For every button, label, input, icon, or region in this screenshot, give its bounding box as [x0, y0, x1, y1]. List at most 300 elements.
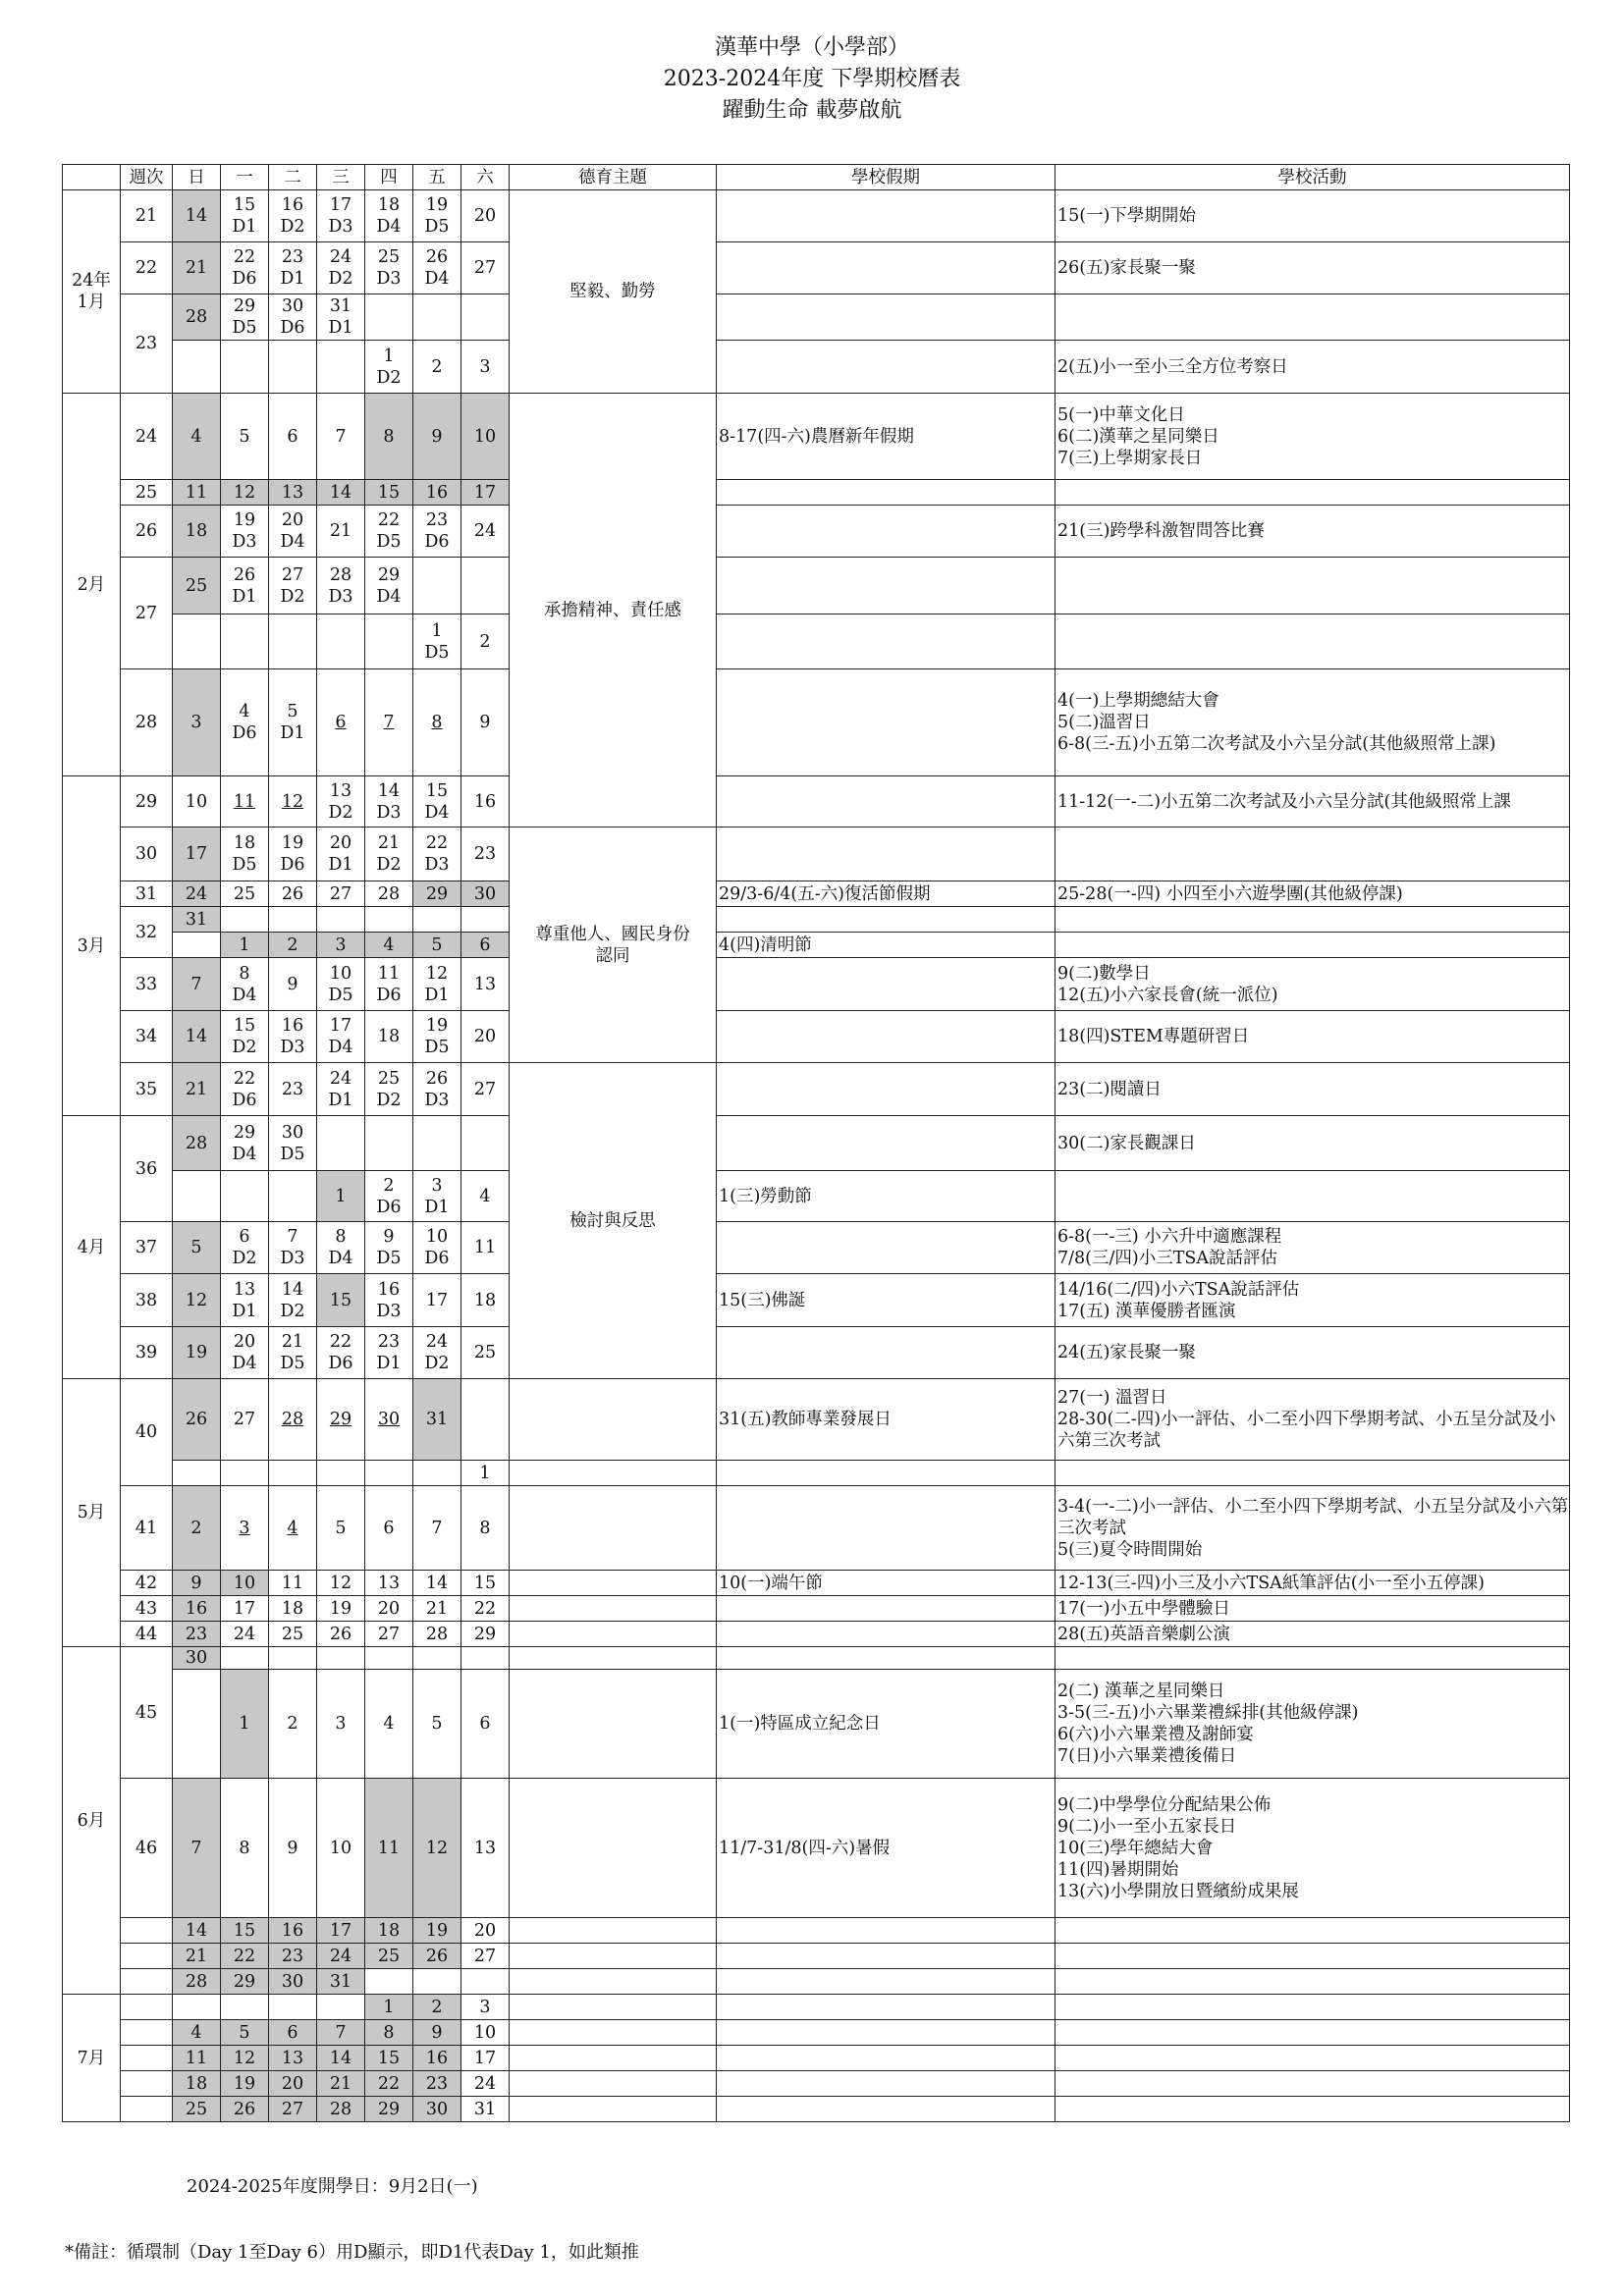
- day-cell: [365, 958, 413, 1011]
- day-number: 11: [377, 1838, 401, 1858]
- cycle-day: D5: [376, 532, 402, 552]
- day-cell: [221, 1222, 269, 1274]
- week-number: [121, 1918, 173, 1944]
- day-cell: [461, 480, 510, 506]
- day-cell: [221, 881, 269, 907]
- day-number: 30: [377, 1410, 401, 1429]
- day-cell: [365, 190, 413, 242]
- day-cell: [365, 394, 413, 480]
- day-cell: [221, 558, 269, 614]
- day-cell: [365, 828, 413, 881]
- day-cell: [221, 1171, 269, 1222]
- week-number: 38: [121, 1274, 173, 1327]
- day-cell: [461, 907, 510, 933]
- day-cell: [269, 1647, 317, 1670]
- moral-theme: [510, 2071, 717, 2097]
- day-number: 20: [281, 2073, 304, 2094]
- day-cell: [173, 1011, 221, 1063]
- day-number: 23: [185, 1624, 208, 1644]
- day-number: 17: [473, 482, 497, 503]
- school-holiday: [717, 341, 1056, 394]
- school-activity: 9(二)中學學位分配結果公佈 9(二)小一至小五家長日 10(三)學年總結大會 11(四)暑期開始 13(六)小學開放日暨繽紛成果展: [1056, 1779, 1570, 1918]
- day-cell: [269, 614, 317, 669]
- day-cell: [317, 828, 365, 881]
- day-number: 28: [185, 1133, 208, 1153]
- calendar-week-row: [63, 907, 1570, 933]
- day-cell: [413, 190, 461, 242]
- column-header: 日: [173, 165, 221, 190]
- day-number: 11: [377, 963, 401, 984]
- day-number: 25: [473, 1343, 497, 1362]
- day-number: 17: [425, 1290, 449, 1310]
- week-number: 32: [121, 907, 173, 958]
- day-number: 25: [281, 1624, 304, 1644]
- school-holiday: [717, 1622, 1056, 1647]
- day-cell: [461, 394, 510, 480]
- week-number: 31: [121, 881, 173, 907]
- day-number: 15: [473, 1573, 497, 1593]
- day-cell: [317, 907, 365, 933]
- day-cell: [413, 1596, 461, 1622]
- day-number: 5: [239, 2022, 250, 2043]
- day-cell: [221, 776, 269, 828]
- day-cell: [413, 1274, 461, 1327]
- day-cell: [461, 1670, 510, 1779]
- school-holiday: [717, 907, 1056, 933]
- day-cell: [461, 1171, 510, 1222]
- cycle-day: D1: [232, 1301, 257, 1321]
- cycle-day: D6: [280, 855, 305, 875]
- cycle-day: D3: [424, 1090, 450, 1110]
- day-cell: [365, 881, 413, 907]
- calendar-week-row: [63, 1222, 1570, 1274]
- cycle-day: D6: [232, 269, 257, 289]
- moral-theme: [510, 1918, 717, 1944]
- week-number: 43: [121, 1596, 173, 1622]
- day-number: 6: [287, 426, 298, 447]
- day-cell: [173, 1944, 221, 1969]
- day-number: 23: [281, 1079, 304, 1099]
- cycle-day: D6: [424, 1249, 450, 1268]
- calendar-week-row: [63, 1596, 1570, 1622]
- day-number: 17: [185, 844, 208, 864]
- day-number: 19: [281, 833, 304, 853]
- day-number: 9: [431, 426, 443, 447]
- day-number: 24: [473, 521, 497, 541]
- day-cell: [413, 2071, 461, 2097]
- day-cell: [269, 1063, 317, 1116]
- day-number: 1: [431, 620, 443, 641]
- moral-theme: [510, 1571, 717, 1596]
- school-activity: 21(三)跨學科激智問答比賽: [1056, 506, 1570, 558]
- day-number: 4: [239, 702, 250, 721]
- day-number: 3: [431, 1175, 443, 1196]
- school-holiday: [717, 2097, 1056, 2122]
- day-cell: [365, 1011, 413, 1063]
- day-cell: [317, 1274, 365, 1327]
- day-number: 27: [281, 564, 304, 585]
- day-cell: [269, 294, 317, 341]
- week-number: 39: [121, 1327, 173, 1379]
- month-label: 7月: [63, 1995, 121, 2122]
- day-cell: [173, 1486, 221, 1571]
- cycle-day: D1: [232, 217, 257, 237]
- cycle-day: D2: [280, 1301, 305, 1321]
- day-cell: [221, 2020, 269, 2046]
- cycle-day: D1: [280, 269, 305, 289]
- calendar-week-row: [63, 394, 1570, 480]
- day-cell: [221, 242, 269, 294]
- day-number: 28: [377, 883, 401, 904]
- day-number: 8: [239, 963, 250, 984]
- day-number: 19: [233, 2073, 256, 2094]
- school-activity: [1056, 1647, 1570, 1670]
- day-cell: [317, 1486, 365, 1571]
- day-number: 26: [233, 2099, 256, 2119]
- week-number: [121, 1969, 173, 1995]
- day-number: 21: [329, 521, 352, 541]
- day-number: 23: [377, 1332, 401, 1352]
- day-number: 4: [383, 1714, 395, 1734]
- day-number: 23: [425, 2073, 449, 2094]
- month-label: 2月: [63, 394, 121, 776]
- day-cell: [365, 1969, 413, 1995]
- moral-theme: [510, 1622, 717, 1647]
- day-cell: [413, 1486, 461, 1571]
- week-number: 45: [121, 1647, 173, 1779]
- school-activity: 14/16(二/四)小六TSA說話評估 17(五) 漢華優勝者匯演: [1056, 1274, 1570, 1327]
- day-number: 17: [329, 1016, 352, 1036]
- day-number: 30: [281, 296, 304, 316]
- day-cell: [365, 1995, 413, 2020]
- day-number: 26: [185, 1410, 208, 1429]
- day-cell: [365, 669, 413, 776]
- week-number: [121, 2046, 173, 2071]
- day-number: 3: [335, 934, 347, 955]
- cycle-day: D2: [376, 367, 402, 388]
- moral-theme: [510, 2046, 717, 2071]
- cycle-day: D5: [328, 985, 353, 1005]
- day-cell: [461, 1327, 510, 1379]
- month-label: 24年 1月: [63, 190, 121, 394]
- day-number: 2: [479, 631, 491, 652]
- day-cell: [413, 2020, 461, 2046]
- day-number: 3: [190, 713, 202, 732]
- week-number: 26: [121, 506, 173, 558]
- school-name: 漢華中學（小學部）: [714, 35, 909, 60]
- day-number: 4: [383, 934, 395, 955]
- cycle-day: D3: [376, 802, 402, 823]
- month-label: 5月: [63, 1379, 121, 1647]
- day-cell: [317, 1944, 365, 1969]
- calendar-week-row: [63, 881, 1570, 907]
- day-number: 21: [281, 1332, 304, 1352]
- school-holiday: [717, 1596, 1056, 1622]
- day-cell: [269, 1171, 317, 1222]
- day-cell: [269, 341, 317, 394]
- day-cell: [461, 1622, 510, 1647]
- day-cell: [317, 1670, 365, 1779]
- day-number: 24: [233, 1624, 256, 1644]
- day-cell: [221, 294, 269, 341]
- school-activity: 24(五)家長聚一聚: [1056, 1327, 1570, 1379]
- day-number: 15: [377, 482, 401, 503]
- moral-theme: [510, 1647, 717, 1670]
- day-cell: [461, 2046, 510, 2071]
- day-cell: [365, 2097, 413, 2122]
- calendar-week-row: [63, 1969, 1570, 1995]
- day-cell: [317, 2020, 365, 2046]
- day-cell: [173, 1461, 221, 1486]
- day-number: 13: [329, 780, 352, 801]
- day-cell: [221, 958, 269, 1011]
- day-cell: [317, 1327, 365, 1379]
- calendar-week-row: [63, 1274, 1570, 1327]
- day-cell: [317, 776, 365, 828]
- day-cell: [221, 1063, 269, 1116]
- day-number: 22: [233, 1946, 256, 1966]
- day-cell: [413, 1670, 461, 1779]
- day-cell: [221, 828, 269, 881]
- day-number: 9: [287, 1838, 298, 1858]
- day-cell: [173, 1274, 221, 1327]
- day-cell: [269, 1779, 317, 1918]
- cycle-day: D6: [328, 1354, 353, 1373]
- day-number: 31: [425, 1410, 449, 1429]
- day-number: 6: [479, 934, 491, 955]
- cycle-day: D6: [376, 1197, 402, 1217]
- day-cell: [413, 242, 461, 294]
- day-cell: [269, 1379, 317, 1461]
- day-cell: [365, 480, 413, 506]
- calendar-title: 2023-2024年度 下學期校曆表: [663, 67, 961, 91]
- day-number: 29: [329, 1410, 352, 1429]
- day-number: 14: [377, 780, 401, 801]
- day-number: 26: [281, 883, 304, 904]
- calendar-week-row: [63, 828, 1570, 881]
- day-cell: [173, 1622, 221, 1647]
- day-cell: [413, 1779, 461, 1918]
- day-number: 21: [377, 833, 401, 853]
- week-number: 37: [121, 1222, 173, 1274]
- moral-theme: 堅毅、勤勞: [510, 190, 717, 394]
- column-header: 一: [221, 165, 269, 190]
- day-number: 14: [185, 1027, 208, 1046]
- day-number: 18: [185, 2073, 208, 2094]
- day-number: 29: [473, 1624, 497, 1644]
- day-cell: [317, 1918, 365, 1944]
- day-number: 22: [425, 833, 449, 853]
- day-cell: [317, 341, 365, 394]
- day-number: 20: [473, 206, 497, 226]
- day-cell: [317, 242, 365, 294]
- day-cell: [461, 1461, 510, 1486]
- day-cell: [221, 394, 269, 480]
- day-number: 26: [425, 1068, 449, 1089]
- day-cell: [413, 1327, 461, 1379]
- day-number: 3: [335, 1714, 347, 1734]
- week-number: 22: [121, 242, 173, 294]
- day-cell: [413, 1063, 461, 1116]
- day-number: 26: [329, 1624, 352, 1644]
- calendar-week-row: [63, 480, 1570, 506]
- day-number: 31: [473, 2099, 497, 2119]
- school-holiday: [717, 1461, 1056, 1486]
- day-number: 13: [281, 482, 304, 503]
- day-cell: [269, 190, 317, 242]
- school-holiday: [717, 1327, 1056, 1379]
- day-cell: [221, 1969, 269, 1995]
- day-number: 9: [383, 1227, 395, 1247]
- week-number: 25: [121, 480, 173, 506]
- day-number: 30: [185, 1648, 208, 1668]
- day-cell: [365, 1571, 413, 1596]
- school-holiday: [717, 669, 1056, 776]
- column-header: 學校活動: [1056, 165, 1570, 190]
- day-cell: [269, 1571, 317, 1596]
- day-number: 22: [473, 1598, 497, 1619]
- day-number: 28: [281, 1410, 304, 1429]
- day-cell: [365, 1670, 413, 1779]
- day-cell: [269, 1918, 317, 1944]
- day-number: 10: [425, 1227, 449, 1247]
- day-cell: [365, 2046, 413, 2071]
- day-number: 23: [473, 844, 497, 864]
- school-holiday: [717, 294, 1056, 341]
- day-number: 16: [473, 791, 497, 812]
- school-holiday: [717, 2020, 1056, 2046]
- day-cell: [317, 933, 365, 958]
- day-cell: [461, 1944, 510, 1969]
- day-cell: [461, 933, 510, 958]
- calendar-motto: 躍動生命 載夢啟航: [722, 98, 902, 123]
- calendar-week-row: [63, 294, 1570, 341]
- day-cell: [221, 1944, 269, 1969]
- day-cell: [365, 1063, 413, 1116]
- day-cell: [173, 480, 221, 506]
- day-cell: [269, 242, 317, 294]
- day-cell: [269, 776, 317, 828]
- cycle-day: D5: [376, 1249, 402, 1268]
- school-activity: [1056, 1171, 1570, 1222]
- cycle-day: D4: [376, 586, 402, 607]
- cycle-day: D2: [376, 1090, 402, 1110]
- day-cell: [173, 341, 221, 394]
- column-header: 三: [317, 165, 365, 190]
- day-cell: [413, 2097, 461, 2122]
- week-number: [121, 2020, 173, 2046]
- cycle-day: D2: [280, 586, 305, 607]
- day-cell: [461, 669, 510, 776]
- day-number: 12: [425, 963, 449, 984]
- day-number: 29: [233, 1122, 256, 1143]
- day-cell: [221, 480, 269, 506]
- day-cell: [461, 881, 510, 907]
- day-number: 18: [281, 1598, 304, 1619]
- calendar-week-row: [63, 242, 1570, 294]
- day-cell: [317, 2046, 365, 2071]
- day-cell: [221, 1918, 269, 1944]
- day-cell: [173, 394, 221, 480]
- school-activity: 6-8(一-三) 小六升中適應課程 7/8(三/四)小三TSA說話評估: [1056, 1222, 1570, 1274]
- cycle-day: D4: [424, 802, 450, 823]
- day-cell: [221, 1571, 269, 1596]
- school-holiday: 29/3-6/4(五-六)復活節假期: [717, 881, 1056, 907]
- column-header: 學校假期: [717, 165, 1056, 190]
- moral-theme: [510, 1944, 717, 1969]
- cycle-day: D5: [280, 1354, 305, 1373]
- cycle-day: D4: [376, 217, 402, 237]
- cycle-day: D3: [376, 269, 402, 289]
- day-cell: [413, 394, 461, 480]
- day-cell: [269, 1461, 317, 1486]
- day-number: 8: [239, 1838, 250, 1858]
- day-cell: [461, 2097, 510, 2122]
- day-number: 11: [185, 482, 208, 503]
- day-cell: [269, 480, 317, 506]
- school-activity: 12-13(三-四)小三及小六TSA紙筆評估(小一至小五停課): [1056, 1571, 1570, 1596]
- day-cell: [461, 828, 510, 881]
- school-activity: [1056, 2020, 1570, 2046]
- cycle-day: D3: [328, 217, 353, 237]
- day-number: 18: [233, 833, 256, 853]
- week-number: 24: [121, 394, 173, 480]
- day-cell: [269, 1222, 317, 1274]
- day-cell: [173, 1670, 221, 1779]
- month-header-cell: [63, 165, 121, 190]
- day-cell: [365, 1222, 413, 1274]
- day-cell: [317, 669, 365, 776]
- school-activity: [1056, 933, 1570, 958]
- week-number: 28: [121, 669, 173, 776]
- day-number: 19: [425, 1920, 449, 1941]
- week-number: 46: [121, 1779, 173, 1918]
- day-cell: [221, 1011, 269, 1063]
- day-cell: [269, 2071, 317, 2097]
- day-number: 19: [425, 1016, 449, 1036]
- cycle-day: D2: [328, 269, 353, 289]
- day-number: 21: [329, 2073, 352, 2094]
- day-cell: [269, 907, 317, 933]
- day-cell: [173, 558, 221, 614]
- day-number: 22: [329, 1332, 352, 1352]
- day-number: 10: [233, 1573, 256, 1593]
- day-cell: [461, 1486, 510, 1571]
- moral-theme: [510, 1379, 717, 1461]
- school-activity: 2(二) 漢華之星同樂日 3-5(三-五)小六畢業禮綵排(其他級停課) 6(六)小六畢業禮及謝師宴 7(日)小六畢業禮後備日: [1056, 1670, 1570, 1779]
- calendar-week-row: [63, 2071, 1570, 2097]
- day-number: 13: [473, 1838, 497, 1858]
- day-number: 7: [335, 2022, 347, 2043]
- school-activity: 5(一)中華文化日 6(二)漢華之星同樂日 7(三)上學期家長日: [1056, 394, 1570, 480]
- day-number: 20: [377, 1598, 401, 1619]
- day-cell: [413, 1222, 461, 1274]
- week-number: 41: [121, 1486, 173, 1571]
- cycle-day: D1: [376, 1354, 402, 1373]
- cycle-day: D2: [328, 802, 353, 823]
- day-number: 22: [233, 247, 256, 267]
- day-number: 23: [281, 1946, 304, 1966]
- day-cell: [269, 2046, 317, 2071]
- column-header: 德育主題: [510, 165, 717, 190]
- school-activity: [1056, 1969, 1570, 1995]
- day-cell: [317, 1116, 365, 1171]
- day-cell: [365, 776, 413, 828]
- week-number: 33: [121, 958, 173, 1011]
- cycle-day: D2: [232, 1249, 257, 1268]
- day-number: 10: [185, 791, 208, 812]
- day-number: 20: [473, 1027, 497, 1046]
